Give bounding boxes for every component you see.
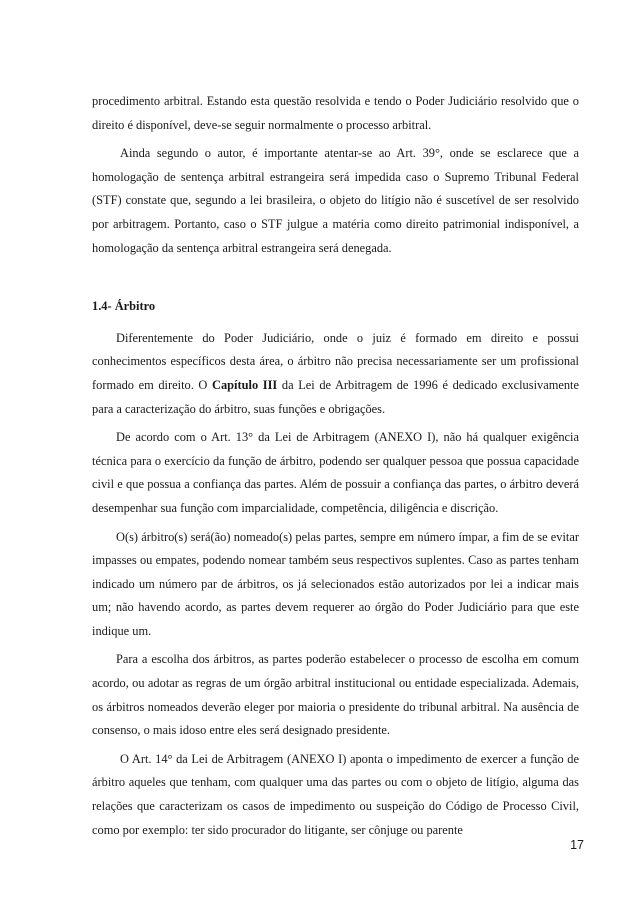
paragraph-capitulo-iii-part-b: da Lei de Arbitragem de 1996 é dedicado exclusivamente para a caracterização do árbitro, suas funções e obrigações. [92,377,579,416]
paragraph-escolha-arbitros: Para a escolha dos árbitros, as partes poderão estabelecer o processo de escolha em comum acordo, ou adotar as regras de um órgão arbitral institucional ou entidade especializada. Ademais, os árbitros nomeados deverão eleger por maioria o presidente do tribunal arbitral. Na ausência de consenso, o mais idoso entre eles será designado presidente. [92,652,579,738]
paragraph-art-14: O Art. 14° da Lei de Arbitragem (ANEXO I) aponta o impedimento de exercer a função de árbitro aqueles que tenham, com qualquer uma das partes ou com o objeto de litígio, alguma das relações que caracterizam os casos de impedimento ou suspeição do Código de Processo Civil, como por exemplo: ter sido procurador do litigante, ser cônjuge ou parente [92,751,579,837]
paragraph-art-39: Ainda segundo o autor, é importante atentar-se ao Art. 39°, onde se esclarece que a homologação de sentença arbitral estrangeira será impedida caso o Supremo Tribunal Federal (STF) constate que, segundo a lei brasileira, o objeto do litígio não é suscetível de ser resolvido por arbitragem. Portanto, caso o STF julgue a matéria como direito patrimonial indisponível, a homologação da sentença arbitral estrangeira será denegada. [92,146,579,255]
paragraph-continuation: procedimento arbitral. Estando esta questão resolvida e tendo o Poder Judiciário resolvido que o direito é disponível, deve-se seguir normalmente o processo arbitral. [92,94,579,132]
page-number: 17 [570,838,584,852]
section-heading: 1.4- Árbitro [92,299,156,314]
paragraph-capitulo-iii [92,327,579,421]
paragraph-art-13: De acordo com o Art. 13° da Lei de Arbitragem (ANEXO I), não há qualquer exigência técnica para o exercício da função de árbitro, podendo ser qualquer pessoa que possua capacidade civil e que possua a confiança das partes. Além de possuir a confiança das partes, o árbitro deverá desempenhar sua função com imparcialidade, competência, diligência e discrição. [92,430,579,515]
paragraph-capitulo-iii-part-a: Diferentemente do Poder Judiciário, onde o juiz é formado em direito e possui conhecimentos específicos desta área, o árbitro não precisa necessariamente ser um profissional formado em direito. O [92,330,579,392]
paragraph-nomeacao-arbitros: O(s) árbitro(s) será(ão) nomeado(s) pelas partes, sempre em número ímpar, a fim de se evitar impasses ou empates, podendo nomear também seus respectivos suplentes. Caso as partes tenham indicado um número par de árbitros, os já selecionados estão autorizados por lei a indicar mais um; não havendo acordo, as partes devem requerer ao órgão do Poder Judiciário para que este indique um. [92,529,579,638]
capitulo-iii-bold: Capítulo III [212,377,278,392]
document-body [92,90,579,842]
